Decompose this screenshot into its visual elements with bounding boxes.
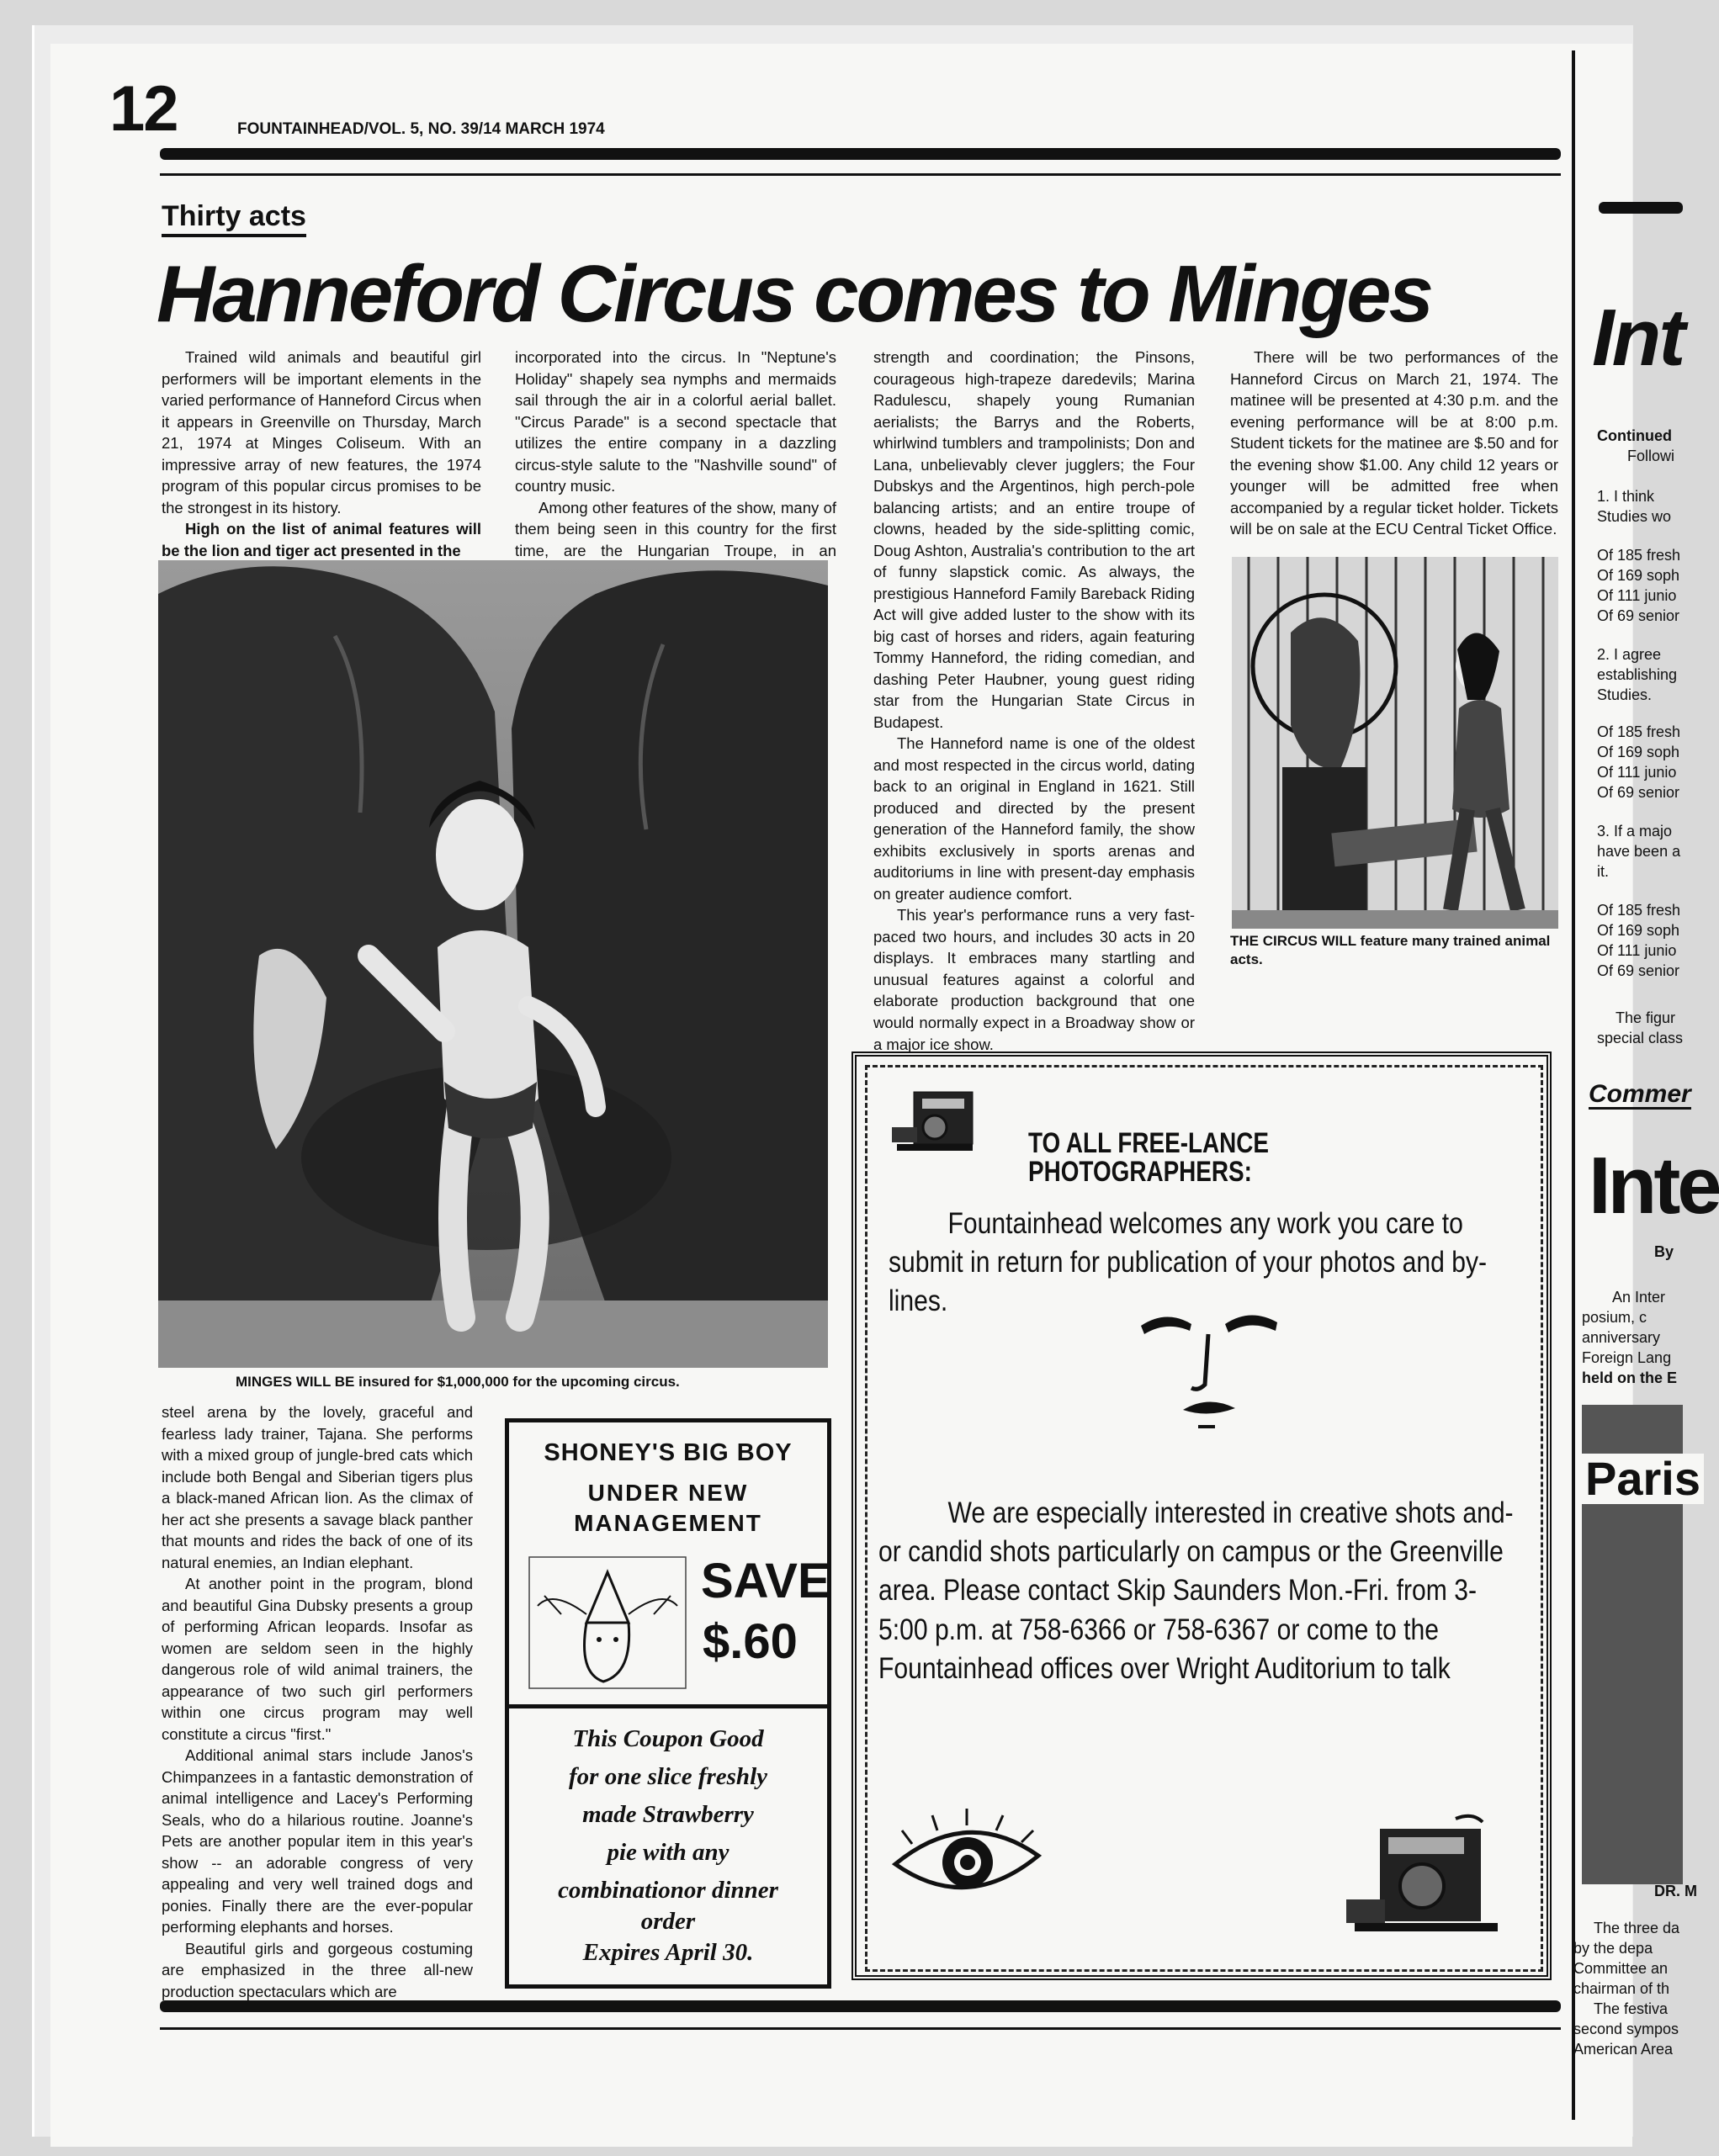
adjacent-text: Of 185 fresh — [1597, 902, 1681, 919]
adjacent-text: Of 111 junio — [1597, 942, 1677, 959]
adjacent-text: Of 169 soph — [1597, 922, 1680, 939]
coupon-line: This Coupon Good — [572, 1725, 764, 1752]
shoneys-coupon — [505, 1704, 831, 1989]
paragraph: Trained wild animals and beautiful girl performers will be important elements in the varied performance of Hanneford Circus when it appears in Greenville on Thursday, March 21, 1974 at Minges Coliseum. With an impressive array of new features, the 1974 program of this popular circus promises to be the strongest in its history. — [162, 348, 481, 516]
ad-title: SHONEY'S BIG BOY — [544, 1439, 793, 1466]
article-column-4 — [1230, 347, 1558, 540]
adjacent-text: second sympos — [1573, 2021, 1679, 2037]
adjacent-text: it. — [1597, 863, 1610, 880]
adjacent-text: 2. I agree — [1597, 646, 1662, 663]
photographers-ad — [852, 1052, 1552, 1980]
adjacent-text: Of 111 junio — [1597, 764, 1677, 781]
caption-lead: MINGES WILL BE — [236, 1374, 355, 1390]
adjacent-text: have been a — [1597, 843, 1681, 860]
eye-icon — [887, 1797, 1047, 1927]
adjacent-text: The figur — [1616, 1009, 1676, 1026]
bottom-rule-line — [160, 2027, 1561, 2030]
shoneys-ad — [505, 1418, 831, 1716]
coupon-line: for one slice freshly — [569, 1762, 767, 1790]
adjacent-text: Of 69 senior — [1597, 607, 1680, 624]
coupon-line: pie with any — [607, 1838, 730, 1866]
cage-illustration — [1232, 557, 1558, 929]
page-number: 12 — [109, 73, 178, 145]
paragraph: High on the list of animal features will be the lion and tiger act presented in the — [162, 520, 481, 559]
adjacent-text: Followi — [1627, 448, 1675, 464]
adjacent-text: 3. If a majo — [1597, 823, 1673, 840]
paragraph: This year's performance runs a very fast-paced two hours, and includes 30 acts in 20 displays. It embraces many startling and unusual features against a colorful and elaborate production background that one would normally expect in a Broadway show or a major ice show. — [873, 906, 1195, 1053]
article-column-lower — [162, 1401, 473, 2002]
dateline: FOUNTAINHEAD/VOL. 5, NO. 39/14 MARCH 1974 — [237, 120, 605, 138]
ad-line: MANAGEMENT — [574, 1510, 762, 1536]
coupon-line: order — [640, 1907, 696, 1935]
caption-body: feature many trained animal acts. — [1230, 933, 1551, 968]
adjacent-text: The three da — [1594, 1920, 1680, 1936]
article-column-1 — [162, 347, 481, 561]
adjacent-text: Of 69 senior — [1597, 784, 1680, 801]
adjacent-text: Studies wo — [1597, 508, 1672, 525]
coupon-line: made Strawberry — [582, 1800, 754, 1828]
adjacent-text: held on the E — [1582, 1369, 1678, 1386]
adjacent-text: 1. I think — [1597, 488, 1655, 505]
adjacent-text: Of 185 fresh — [1597, 547, 1681, 564]
ad-line: UNDER NEW — [587, 1480, 749, 1506]
adjacent-text: by the depa — [1573, 1940, 1653, 1957]
adjacent-text: Of 185 fresh — [1597, 723, 1681, 740]
adjacent-headline-2: Inte — [1589, 1141, 1719, 1231]
coupon-line: combinationor dinner — [558, 1876, 778, 1904]
adjacent-text: Committee an — [1573, 1960, 1669, 1977]
paragraph: There will be two performances of the Hanneford Circus on March 21, 1974. The matinee will be presented at 4:30 p.m. and the evening performance will be at 8:00 p.m. Student tickets for the matinee are $.50 and for the evening show $1.00. Any child 12 years or younger will be admitted free when accompanied by a regular ticket holder. Tickets will be on sale at the ECU Central Ticket Office. — [1230, 348, 1558, 538]
camera-icon — [1338, 1812, 1506, 1942]
caption-body: insured for $1,000,000 for the upcoming circus. — [358, 1374, 680, 1390]
adjacent-text: American Area — [1573, 2041, 1674, 2058]
adjacent-text: An Inter — [1612, 1289, 1666, 1306]
adjacent-text: establishing — [1597, 666, 1678, 683]
paragraph: Beautiful girls and gorgeous costuming are emphasized in the three all-new production spectaculars which are — [162, 1939, 473, 2000]
animal-trainer-photo — [1232, 557, 1558, 929]
paragraph: At another point in the program, blond and beautiful Gina Dubsky presents a group of performing African leopards. Insofar as women are seldom seen in the highly dangerous role of wild animal trainers, the appearance of two such girl performers within one circus program may well constitute a circus "first." — [162, 1575, 473, 1743]
adjacent-text: special class — [1597, 1030, 1684, 1046]
ad-paragraph-1: Fountainhead welcomes any work you care to submit in return for publication of your photos and by-lines. — [889, 1207, 1488, 1318]
photo-caption-1 — [236, 1373, 808, 1391]
adjacent-text: Studies. — [1597, 686, 1653, 703]
elephant-performer-photo — [158, 560, 828, 1368]
wizard-icon — [528, 1555, 687, 1690]
save-label: SAVE — [701, 1554, 830, 1608]
adjacent-headline: Int — [1592, 293, 1684, 383]
adjacent-text: chairman of th — [1573, 1980, 1670, 1997]
face-drawing — [1124, 1300, 1292, 1448]
adjacent-text: Continued — [1597, 427, 1672, 444]
elephant-illustration — [158, 560, 828, 1368]
caption-lead: THE CIRCUS WILL — [1230, 933, 1356, 949]
adjacent-text: Of 169 soph — [1597, 744, 1680, 760]
ad-headline: TO ALL FREE-LANCE PHOTOGRAPHERS: — [1028, 1127, 1270, 1188]
coupon-line: Expires April 30. — [582, 1938, 754, 1966]
adjacent-text: The festiva — [1594, 2000, 1669, 2017]
paragraph: The Hanneford name is one of the oldest and most respected in the circus world, dating back to an original in England in 1621. Still produced and directed by the present generation of the Hanneford family, the show exhibits exclusively in sports arenas and auditoriums in line with present-day emphasis on greater audience comfort. — [873, 734, 1195, 903]
top-rule-line — [160, 173, 1561, 176]
headline: Hanneford Circus comes to Minges — [157, 249, 1431, 339]
paragraph: Additional animal stars include Janos's Chimpanzees in a fantastic demonstration of animal intelligence and Lacey's Performing Seals, who do a hilarious routine. Joanne's Pets are another popular item in this year's show -- an adorable congress of very appealing and very well trained dogs and ponies. Finally there are the ever-popular performing elephants and horses. — [162, 1746, 473, 1936]
bottom-rule-wave — [160, 2000, 1561, 2012]
ad-paragraph-2: We are especially interested in creative shots and-or candid shots particularly on campus or the Greenville area. Please contact Skip Saunders Mon.-Fri. from 3-5:00 p.m. at 758-6366 or 758-6367 or come to the Fountainhead offices over Wright Auditorium to talk — [878, 1496, 1514, 1685]
camera-icon — [889, 1083, 981, 1163]
save-amount: $.60 — [703, 1614, 798, 1669]
adjacent-text: anniversary — [1582, 1329, 1661, 1346]
paragraph: incorporated into the circus. In "Neptune's Holiday" shapely sea nymphs and mermaids sail through the air in a colorful aerial ballet. "Circus Parade" is a second spectacle that utilizes the entire company in a dazzling circus-style salute to the "Nashville sound" of country music. — [515, 348, 836, 495]
adjacent-caption: DR. M — [1654, 1883, 1697, 1899]
adjacent-text: posium, c — [1582, 1309, 1647, 1326]
top-rule-wave — [160, 148, 1561, 160]
photo-caption-2 — [1230, 932, 1560, 969]
adjacent-text: Of 69 senior — [1597, 962, 1680, 979]
big-boy-drawing — [528, 1555, 687, 1690]
adjacent-text: By — [1654, 1243, 1674, 1260]
article-column-3 — [873, 347, 1195, 1055]
adjacent-text: Of 169 soph — [1597, 567, 1680, 584]
adjacent-rule — [1599, 202, 1683, 214]
adjacent-photo-label: Paris — [1582, 1454, 1704, 1504]
paragraph: strength and coordination; the Pinsons, courageous high-trapeze daredevils; Marina Radulescu, shapely young Rumanian aerialists; the Barrys and the Roberts, whirlwind tumblers and trampolinists; Don and Lana, unbelievably clever jugglers; the Four Dubskys and the Argentinos, high perch-pole balancing artists; and an entire troupe of clowns, headed by the side-splitting comic, Doug Ashton, Australia's contribution to the art of funny slapstick comic. As always, the prestigious Hanneford Family Bareback Riding Act will give added luster to the show with its big cast of horses and riders, again featuring Tommy Hanneford, the riding comedian, and dashing Peter Haubner, young guest riding star from the Hungarian State Circus in Budapest. — [873, 348, 1195, 731]
paragraph: steel arena by the lovely, graceful and fearless lady trainer, Tajana. She performs with a mixed group of jungle-bred cats which include both Bengal and Siberian tigers plus a black-maned African lion. As the climax of her act she presents a savage black panther that mounts and rides the back of one of its natural enemies, an Indian elephant. — [162, 1403, 473, 1571]
paragraph: Among other features of the show, many of them being seen in this country for the first time, are the Hungarian Troupe, in an — [515, 498, 836, 559]
page-gutter-rule — [1572, 50, 1575, 2120]
adjacent-text: Of 111 junio — [1597, 587, 1677, 604]
adjacent-section-label: Commer — [1589, 1080, 1691, 1108]
adjacent-text: Foreign Lang — [1582, 1349, 1672, 1366]
kicker: Thirty acts — [162, 202, 306, 237]
coupon-text — [509, 1708, 827, 1972]
article-column-2 — [515, 347, 836, 583]
